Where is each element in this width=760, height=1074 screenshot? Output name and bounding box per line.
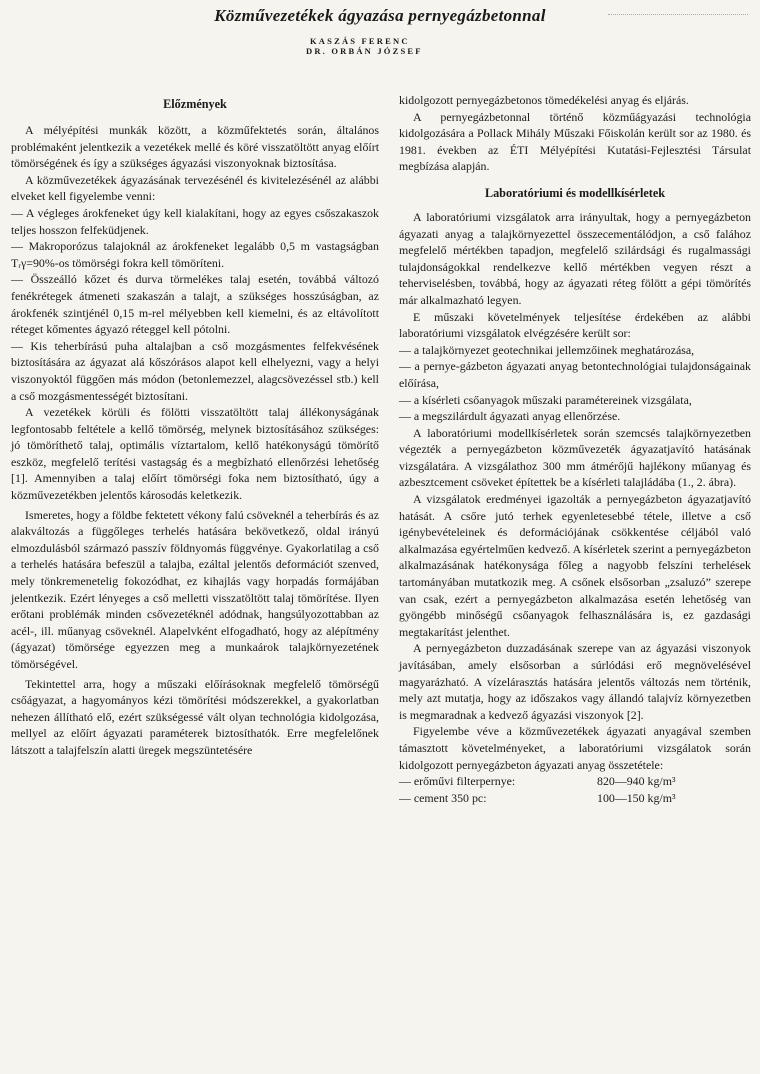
material-name: — erőművi filterpernye: xyxy=(399,774,516,789)
tests-list xyxy=(399,342,751,425)
requirements-list xyxy=(11,205,379,404)
left-column xyxy=(11,94,379,759)
list-item: — Kis teherbírású puha altalajban a cső mozgásmentes felfekvésének biztosítására az ágyazat alá kőszórásos alapot kell elhelyezni, vagy a helyi viszonyoktól függően más módon (betonlemezzel, alagcsövezéssel stb.) kell a cső mozgásmentességét biztosítani. xyxy=(11,338,379,403)
paragraph: A laboratóriumi modellkísérletek során szemcsés talajkörnyezetben végezték a pernyegázbeton közművezeték ágyazatjavító hatásának vizsgálatára. A vizsgálathoz 300 mm átmérőjű hajlékony műanyag és azbesztcement csöveket építettek be a kísérleti talajládába (1., 2. ábra). xyxy=(399,425,751,490)
right-column xyxy=(399,92,751,806)
title-rule xyxy=(608,14,748,15)
section-heading-elozmenyek: Előzmények xyxy=(163,97,227,111)
authors xyxy=(306,36,423,56)
list-item: — Makroporózus talajoknál az árokfeneket legalább 0,5 m vastagságban Tᵣγ=90%-os tömörségi fokra kell tömöríteni. xyxy=(11,239,379,270)
paragraph: kidolgozott pernyegázbetonos tömedékelési anyag és eljárás. xyxy=(399,93,689,107)
material-amount: 100—150 kg/m³ xyxy=(597,790,676,805)
material-amount: 820—940 kg/m³ xyxy=(597,774,676,789)
list-item: — a kísérleti csőanyagok műszaki paramétereinek vizsgálata, xyxy=(399,392,692,407)
material-name: — cement 350 pc: xyxy=(399,790,487,805)
author-2: DR. ORBÁN JÓZSEF xyxy=(306,46,423,56)
paragraph: A pernyegázbetonnal történő közműágyazási technológia kidolgozására a Pollack Mihály Műszaki Főiskolán került sor az 1980. és 1981. években az ÉTI Mélyépítési Kutatási-Fejlesztési Társulat megbízása alapján. xyxy=(399,109,751,174)
paragraph: A pernyegázbeton duzzadásának szerepe van az ágyazási viszonyok javításában, amely elsősorban a súrlódási erő megnövelésével magyarázható. A vízelárasztás hatására jelentős változás nem történik, mely azt mutatja, hogy az időszakos vagy állandó talajvíz környezetben is megmaradnak a kedvező ágyazási viszonyok [2]. xyxy=(399,641,751,722)
section-heading-laboratory: Laboratóriumi és modellkísérletek xyxy=(484,185,666,200)
list-item: — Összeálló kőzet és durva törmelékes talaj esetén, továbbá változó fenékrétegek átmeneti szakaszán a talajt, a szükséges hosszúságban, az árokfenék szintjénél 0,15 m-rel mélyebben kell kiemelni, és az eltávolított réteget kőmentes ágyazó réteggel kell pótolni. xyxy=(11,272,379,337)
list-item: — a pernye-gázbeton ágyazati anyag betontechnológiai tulajdonságainak előírása, xyxy=(399,359,751,390)
paragraph: Tekintettel arra, hogy a műszaki előírásoknak megfelelő tömörségű csőágyazat, a hagyományos kézi tömörítési módszerekkel, a gyakorlatban nehezen állítható elő, ezért szükségessé vált olyan technológia kidolgozása, mellyel az előírt ágyazati paraméterek biztosíthatók. Erre megfelelőnek látszott a talajfelszín alatti üregek megszüntetésére xyxy=(11,676,379,757)
paragraph: Figyelembe véve a közművezetékek ágyazati anyagával szemben támasztott követelményeket, a laboratóriumi vizsgálatok során kidolgozott pernyegázbeton ágyazati anyag összetétele: xyxy=(399,724,751,772)
composition-item xyxy=(399,773,751,790)
paragraph: Ismeretes, hogy a földbe fektetett vékony falú csöveknél a teherbírás és az alakváltozás a függőleges terhelés hatására bekövetkező, oldal irányú elmozdulásból származó passzív földnyomás függvénye. Gyakorlatilag a cső a terhelés hatására befeszül a talajba, ezáltal jelentős deformációt szenved, mely tönkremenetelig fokozódhat, ez kihajlás vagy horpadás formájában jelentkezik. Ezért lényeges a cső melletti visszatöltött talaj tömörítése. Ilyen erőtani problémák minden csővezetéknél adódnak, hangsúlyozottabban az acél-, ill. műanyag csöveknél. Alapelvként elfogadható, hogy az alépítmény (ágyazat) tömörsége egyezzen meg a munkaárok talajkörnyezetének tömörségével. xyxy=(11,507,379,671)
list-item: — a talajkörnyezet geotechnikai jellemzőinek meghatározása, xyxy=(399,342,695,357)
paragraph: E műszaki követelmények teljesítése érdekében az alábbi laboratóriumi vizsgálatok elvégzésére került sor: xyxy=(399,309,751,341)
composition-list xyxy=(399,773,751,806)
paragraph: A vizsgálatok eredményei igazolták a pernyegázbeton ágyazatjavító hatását. A csőre jutó terhek egyenletesebbé tétele, illetve a cső igénybevételeinek és deformációjának csökkentése céljából való alkalmazása egyértelműen kedvező. A kísérletek szerint a pernyegázbeton alkalmazásának hatékonysága főleg a nagyobb felszíni terhelések tartományában mutatkozik meg. A csőnek elsősorban „zsaluzó” szerepe van csak, ezért a pernyegázbeton alkalmazása esetén lehetőség van gyöngébb minőségű csőanyagok felhasználására is, ez gazdasági megtakarítást jelenthet. xyxy=(399,492,751,639)
author-1: KASZÁS FERENC xyxy=(310,36,410,46)
paragraph: A laboratóriumi vizsgálatok arra irányultak, hogy a pernyegázbeton ágyazati anyag a talajkörnyezettel összecementálódjon, a cső falához megfelelő mértékben tapadjon, megfelelő szilárdsági és rugalmassági tulajdonságokkal rendelkezve kellő mértékben vegyen részt a teherviselésben, továbbá, hogy az ágyazati réteg fölött a gépi tömörítés már alkalmazható legyen. xyxy=(399,209,751,307)
article-title: Közművezetékek ágyazása pernyegázbetonnal xyxy=(214,6,546,25)
paragraph: A közművezetékek ágyazásának tervezésénél és kivitelezésénél az alábbi elveket kell figyelembe venni: xyxy=(11,172,379,204)
composition-item xyxy=(399,790,751,807)
paragraph: A mélyépítési munkák között, a közműfektetés során, általános problémaként jelentkezik a vezetékek mellé és köré visszatöltött anyag előírt tömörségének és így a szükséges ágyazási viszonyoknak biztosítása. xyxy=(11,123,379,171)
paragraph: A vezetékek körüli és fölötti visszatöltött talaj állékonyságának legfontosabb feltétele a kellő tömörség, melynek biztosításához szükséges: jó tömöríthető talaj, optimális víztartalom, kellő hatékonyságú tömörítő eszköz, megfelelő terítési vastagság és a megbízható ellenőrzési lehetőség [1]. Amennyiben a talaj előírt tömörségi foka nem biztosítható, úgy a közművezetékben jelentős károsodás keletkezik. xyxy=(11,405,379,503)
list-item: — a megszilárdult ágyazati anyag ellenőrzése. xyxy=(399,409,621,424)
list-item: — A végleges árokfeneket úgy kell kialakítani, hogy az egyes csőszakaszok teljes hosszon felfeküdjenek. xyxy=(11,205,379,237)
